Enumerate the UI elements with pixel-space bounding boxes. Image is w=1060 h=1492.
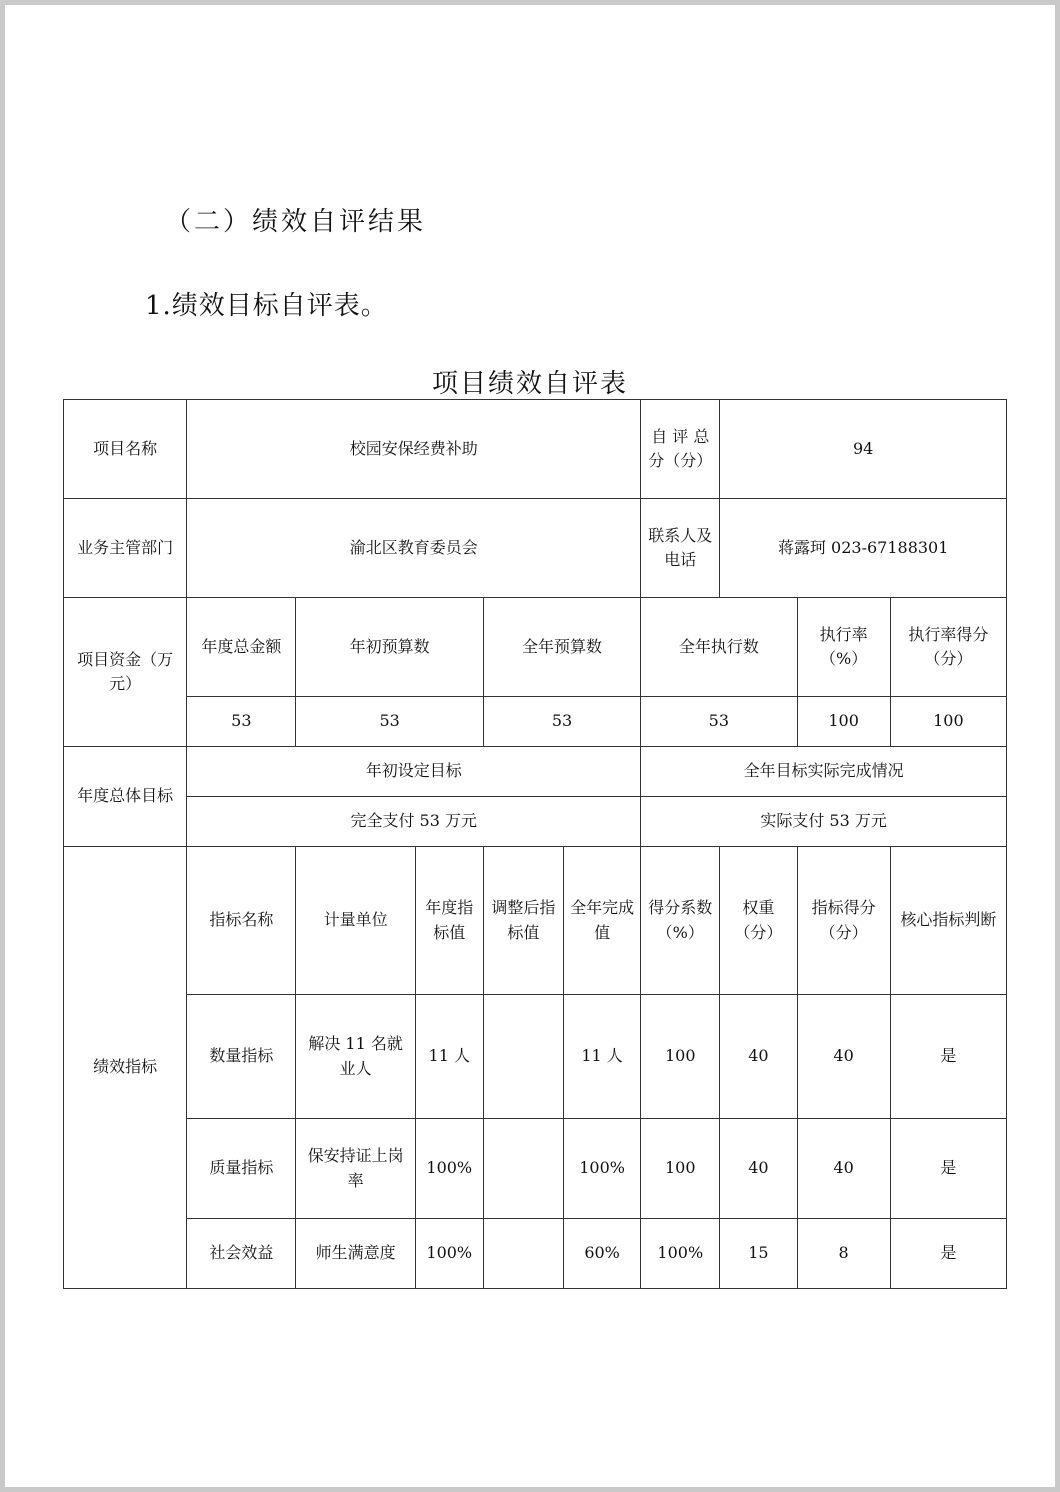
funds-header-full-year-budget: 全年预算数 bbox=[483, 598, 640, 697]
funds-header-executed: 全年执行数 bbox=[641, 598, 797, 697]
project-name-value: 校园安保经费补助 bbox=[187, 400, 641, 499]
indicator-cell: 数量指标 bbox=[187, 995, 296, 1119]
contact-label: 联系人及电话 bbox=[641, 499, 720, 598]
goals-actual-value: 实际支付 53 万元 bbox=[641, 797, 1007, 847]
goals-set-value: 完全支付 53 万元 bbox=[187, 797, 641, 847]
funds-value-initial-budget: 53 bbox=[296, 697, 483, 747]
indicator-cell: 40 bbox=[720, 995, 797, 1119]
indicator-cell: 40 bbox=[720, 1119, 797, 1219]
department-value: 渝北区教育委员会 bbox=[187, 499, 641, 598]
funds-value-exec-rate: 100 bbox=[797, 697, 890, 747]
indicator-cell: 是 bbox=[890, 1219, 1006, 1289]
indicator-header-completed-value: 全年完成值 bbox=[563, 847, 640, 995]
indicator-cell: 8 bbox=[797, 1219, 890, 1289]
performance-table bbox=[63, 399, 1007, 1289]
indicator-header-adjusted-value: 调整后指标值 bbox=[483, 847, 563, 995]
funds-value-annual-total: 53 bbox=[187, 697, 296, 747]
table-title: 项目绩效自评表 bbox=[431, 369, 628, 399]
indicator-cell bbox=[483, 1219, 563, 1289]
indicator-cell: 保安持证上岗率 bbox=[296, 1119, 415, 1219]
row-funds-values bbox=[64, 697, 1007, 747]
indicator-header-score-coefficient: 得分系数（%） bbox=[641, 847, 720, 995]
goals-set-label: 年初设定目标 bbox=[187, 747, 641, 797]
goals-label: 年度总体目标 bbox=[64, 747, 187, 847]
document-page bbox=[5, 5, 1055, 1487]
project-name-label: 项目名称 bbox=[64, 400, 187, 499]
indicator-cell: 15 bbox=[720, 1219, 797, 1289]
subsection-heading: 1.绩效目标自评表。 bbox=[145, 291, 388, 321]
indicators-label: 绩效指标 bbox=[64, 847, 187, 1289]
indicator-header-annual-value: 年度指标值 bbox=[415, 847, 483, 995]
contact-value: 蒋露珂 023-67188301 bbox=[720, 499, 1007, 598]
indicator-cell: 质量指标 bbox=[187, 1119, 296, 1219]
funds-label: 项目资金（万元） bbox=[64, 598, 187, 747]
funds-header-exec-score: 执行率得分（分） bbox=[890, 598, 1006, 697]
row-goals-values bbox=[64, 797, 1007, 847]
indicator-cell: 100% bbox=[415, 1219, 483, 1289]
indicator-cell: 是 bbox=[890, 1119, 1006, 1219]
indicator-cell bbox=[483, 995, 563, 1119]
indicator-cell: 解决 11 名就业人 bbox=[296, 995, 415, 1119]
row-project-name bbox=[64, 400, 1007, 499]
funds-value-executed: 53 bbox=[641, 697, 797, 747]
indicator-cell: 社会效益 bbox=[187, 1219, 296, 1289]
indicator-cell: 40 bbox=[797, 995, 890, 1119]
indicator-header-weight: 权重（分） bbox=[720, 847, 797, 995]
indicator-header-core-judgment: 核心指标判断 bbox=[890, 847, 1006, 995]
section-heading: （二）绩效自评结果 bbox=[165, 207, 427, 237]
goals-actual-label: 全年目标实际完成情况 bbox=[641, 747, 1007, 797]
funds-value-exec-score: 100 bbox=[890, 697, 1006, 747]
indicator-header-name: 指标名称 bbox=[187, 847, 296, 995]
funds-header-annual-total: 年度总金额 bbox=[187, 598, 296, 697]
indicator-cell: 40 bbox=[797, 1119, 890, 1219]
indicator-cell: 100 bbox=[641, 1119, 720, 1219]
indicator-cell: 100% bbox=[563, 1119, 640, 1219]
indicator-header-unit: 计量单位 bbox=[296, 847, 415, 995]
indicator-cell: 60% bbox=[563, 1219, 640, 1289]
self-score-label: 自 评 总 分（分） bbox=[641, 400, 720, 499]
department-label: 业务主管部门 bbox=[64, 499, 187, 598]
indicator-cell: 100% bbox=[641, 1219, 720, 1289]
indicator-cell bbox=[483, 1119, 563, 1219]
table-row bbox=[64, 1119, 1007, 1219]
row-funds-headers bbox=[64, 598, 1007, 697]
row-goals-headers bbox=[64, 747, 1007, 797]
indicator-cell: 11 人 bbox=[563, 995, 640, 1119]
table-row bbox=[64, 1219, 1007, 1289]
indicator-cell: 100 bbox=[641, 995, 720, 1119]
indicator-cell: 11 人 bbox=[415, 995, 483, 1119]
table-row bbox=[64, 995, 1007, 1119]
funds-header-exec-rate: 执行率（%） bbox=[797, 598, 890, 697]
self-score-value: 94 bbox=[720, 400, 1007, 499]
row-department bbox=[64, 499, 1007, 598]
indicator-cell: 100% bbox=[415, 1119, 483, 1219]
funds-header-initial-budget: 年初预算数 bbox=[296, 598, 483, 697]
indicator-cell: 师生满意度 bbox=[296, 1219, 415, 1289]
funds-value-full-year-budget: 53 bbox=[483, 697, 640, 747]
row-indicator-headers bbox=[64, 847, 1007, 995]
indicator-cell: 是 bbox=[890, 995, 1006, 1119]
indicator-header-score: 指标得分（分） bbox=[797, 847, 890, 995]
